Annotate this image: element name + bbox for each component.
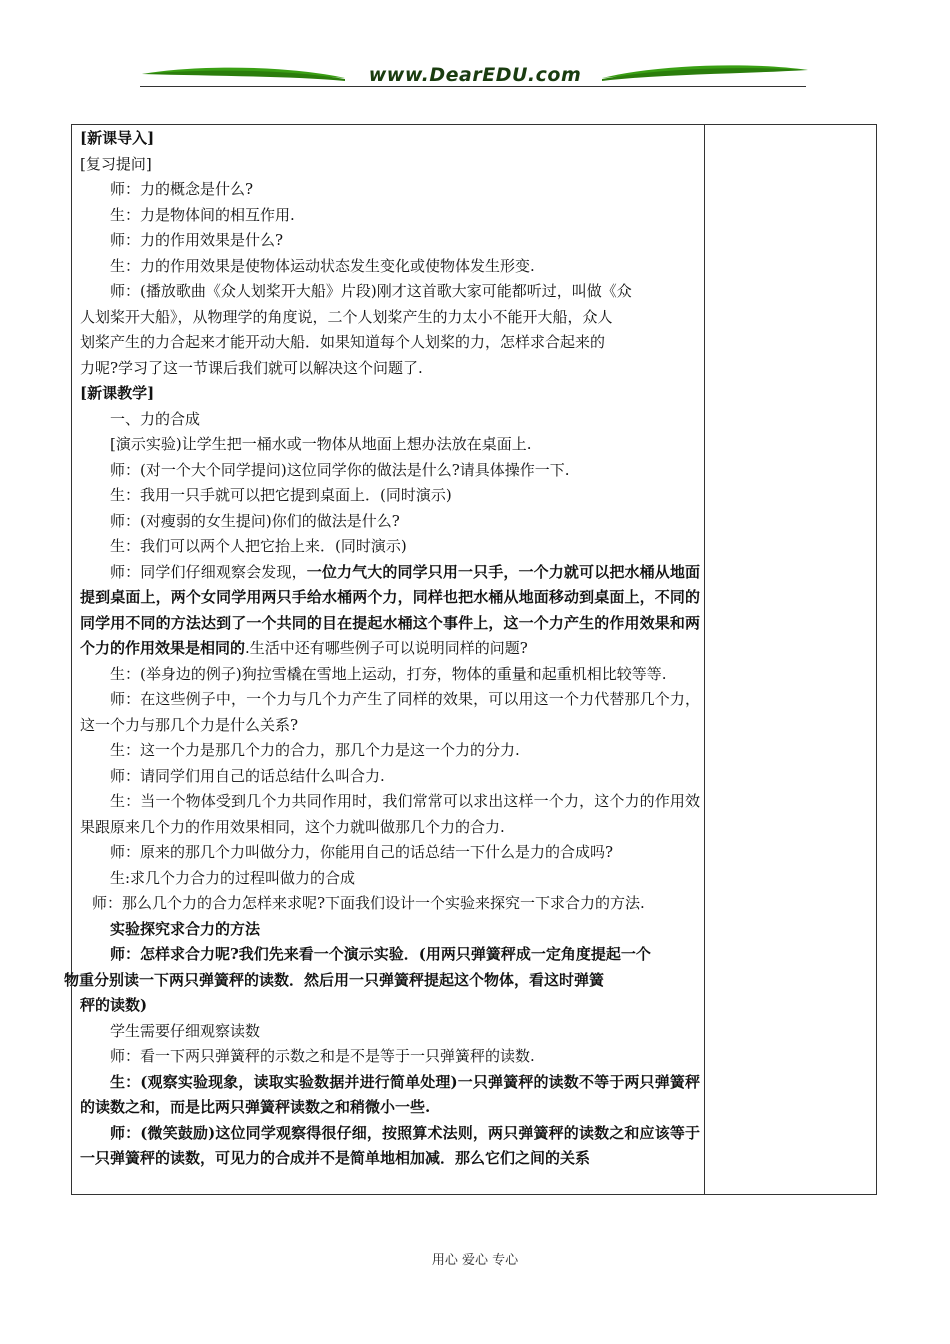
dialogue-paragraph xyxy=(80,560,700,662)
dialogue-paragraph: 师：(微笑鼓励)这位同学观察得很仔细，按照算术法则，两只弹簧秤的读数之和应该等于一只弹簧秤的读数，可见力的合成并不是简单地相加减．那么它们之间的关系 xyxy=(80,1123,700,1167)
dialogue-line: 生：(举身边的例子)狗拉雪橇在雪地上运动，打夯，物体的重量和起重机相比较等等. xyxy=(110,664,667,683)
dialogue-line: 师：力的作用效果是什么? xyxy=(110,231,284,249)
dialogue-line: 划桨产生的力合起来才能开动大船．如果知道每个人划桨的力，怎样求合起来的 xyxy=(80,333,606,351)
dialogue-line: 师：(播放歌曲《众人划桨开大船》片段)刚才这首歌大家可能都听过，叫做《众 xyxy=(110,282,632,300)
dialogue-line: [演示实验)让学生把一桶水或一物体从地面上想办法放在桌面上. xyxy=(110,435,532,453)
topic-heading: 实验探究求合力的方法 xyxy=(110,919,261,938)
section-heading: [新课教学] xyxy=(80,384,155,402)
dialogue-line: 生：我用一只手就可以把它提到桌面上．(同时演示) xyxy=(110,486,452,504)
subsection-heading: [复习提问] xyxy=(80,154,152,173)
dialogue-line: 师：力的概念是什么? xyxy=(110,180,254,198)
dialogue-line: 师：看一下两只弹簧秤的示数之和是不是等于一只弹簧秤的读数. xyxy=(110,1047,535,1065)
column-divider xyxy=(704,125,705,1194)
dialogue-line: 物重分别读一下两只弹簧秤的读数．然后用一只弹簧秤提起这个物体，看这时弹簧 xyxy=(64,970,605,989)
dialogue-line: 师：原来的那几个力叫做分力，你能用自己的话总结一下什么是力的合成吗? xyxy=(110,843,614,861)
dialogue-paragraph: 师：那么几个力的合力怎样来求呢?下面我们设计一个实验来探究一下求合力的方法. xyxy=(92,894,645,912)
section-heading: [新课导入] xyxy=(80,129,155,147)
dialogue-paragraph: 生：当一个物体受到几个力共同作用时，我们常常可以求出这样一个力，这个力的作用效果跟原来几个力的作用效果相同，这个力就叫做那几个力的合力. xyxy=(80,792,700,836)
dialogue-line: 师：(对一个大个同学提问)这位同学你的做法是什么?请具体操作一下. xyxy=(110,460,570,479)
dialogue-line: 生：力的作用效果是使物体运动状态发生变化或使物体发生形变. xyxy=(110,256,535,275)
dialogue-line: 生：这一个力是那几个力的合力，那几个力是这一个力的分力. xyxy=(110,741,520,759)
dialogue-line: 人划桨开大船》，从物理学的角度说，二个人划桨产生的力太小不能开大船，众人 xyxy=(80,307,613,326)
dialogue-line: 学生需要仔细观察读数 xyxy=(110,1021,261,1040)
header-rule xyxy=(140,86,806,87)
page-header xyxy=(140,60,810,100)
dialogue-line: 师：怎样求合力呢?我们先来看一个演示实验．(用两只弹簧秤成一定角度提起一个 xyxy=(110,945,651,963)
dialogue-paragraph: 师：在这些例子中，一个力与几个力产生了同样的效果，可以用这一个力代替那几个力，这一个力与那几个力是什么关系? xyxy=(80,690,700,734)
dialogue-line: 生：我们可以两个人把它抬上来．(同时演示) xyxy=(110,537,407,555)
dialogue-line: 生：力是物体间的相互作用. xyxy=(110,205,295,224)
dialogue-line: 秤的读数) xyxy=(80,996,148,1014)
dialogue-text: 师：同学们仔细观察会发现， xyxy=(110,562,307,581)
dialogue-line: 生:求几个力合力的过程叫做力的合成 xyxy=(110,868,356,887)
dialogue-line: 力呢?学习了这一节课后我们就可以解决这个问题了. xyxy=(80,358,423,377)
topic-heading: 一、力的合成 xyxy=(110,409,201,428)
dialogue-text: .生活中还有哪些例子可以说明同样的问题? xyxy=(245,639,528,657)
lesson-table xyxy=(64,124,877,1195)
site-logo-text[interactable]: www.DearEDU.com xyxy=(368,64,582,86)
dialogue-line: 师：请同学们用自己的话总结什么叫合力. xyxy=(110,766,385,785)
dialogue-paragraph: 生：(观察实验现象，读取实验数据并进行简单处理)一只弹簧秤的读数不等于两只弹簧秤的读数之和，而是比两只弹簧秤读数之和稍微小一些. xyxy=(80,1072,700,1116)
page-footer: 用心 爱心 专心 xyxy=(431,1253,519,1268)
dialogue-line: 师：(对瘦弱的女生提问)你们的做法是什么? xyxy=(110,511,400,530)
lesson-content xyxy=(64,126,700,1172)
dialogue-emphasis: 一位力气大的同学只用一只手，一个力就可以把水桶从地面提到桌面上，两个女同学用两只手给水桶两个力，同样也把水桶从地面移动到桌面上，不同的同学用不同的方法达到了一个共同的目在提起水桶这个事件上，这一个力产生的作用效果和两个力的作用效果是相同的 xyxy=(80,562,700,657)
